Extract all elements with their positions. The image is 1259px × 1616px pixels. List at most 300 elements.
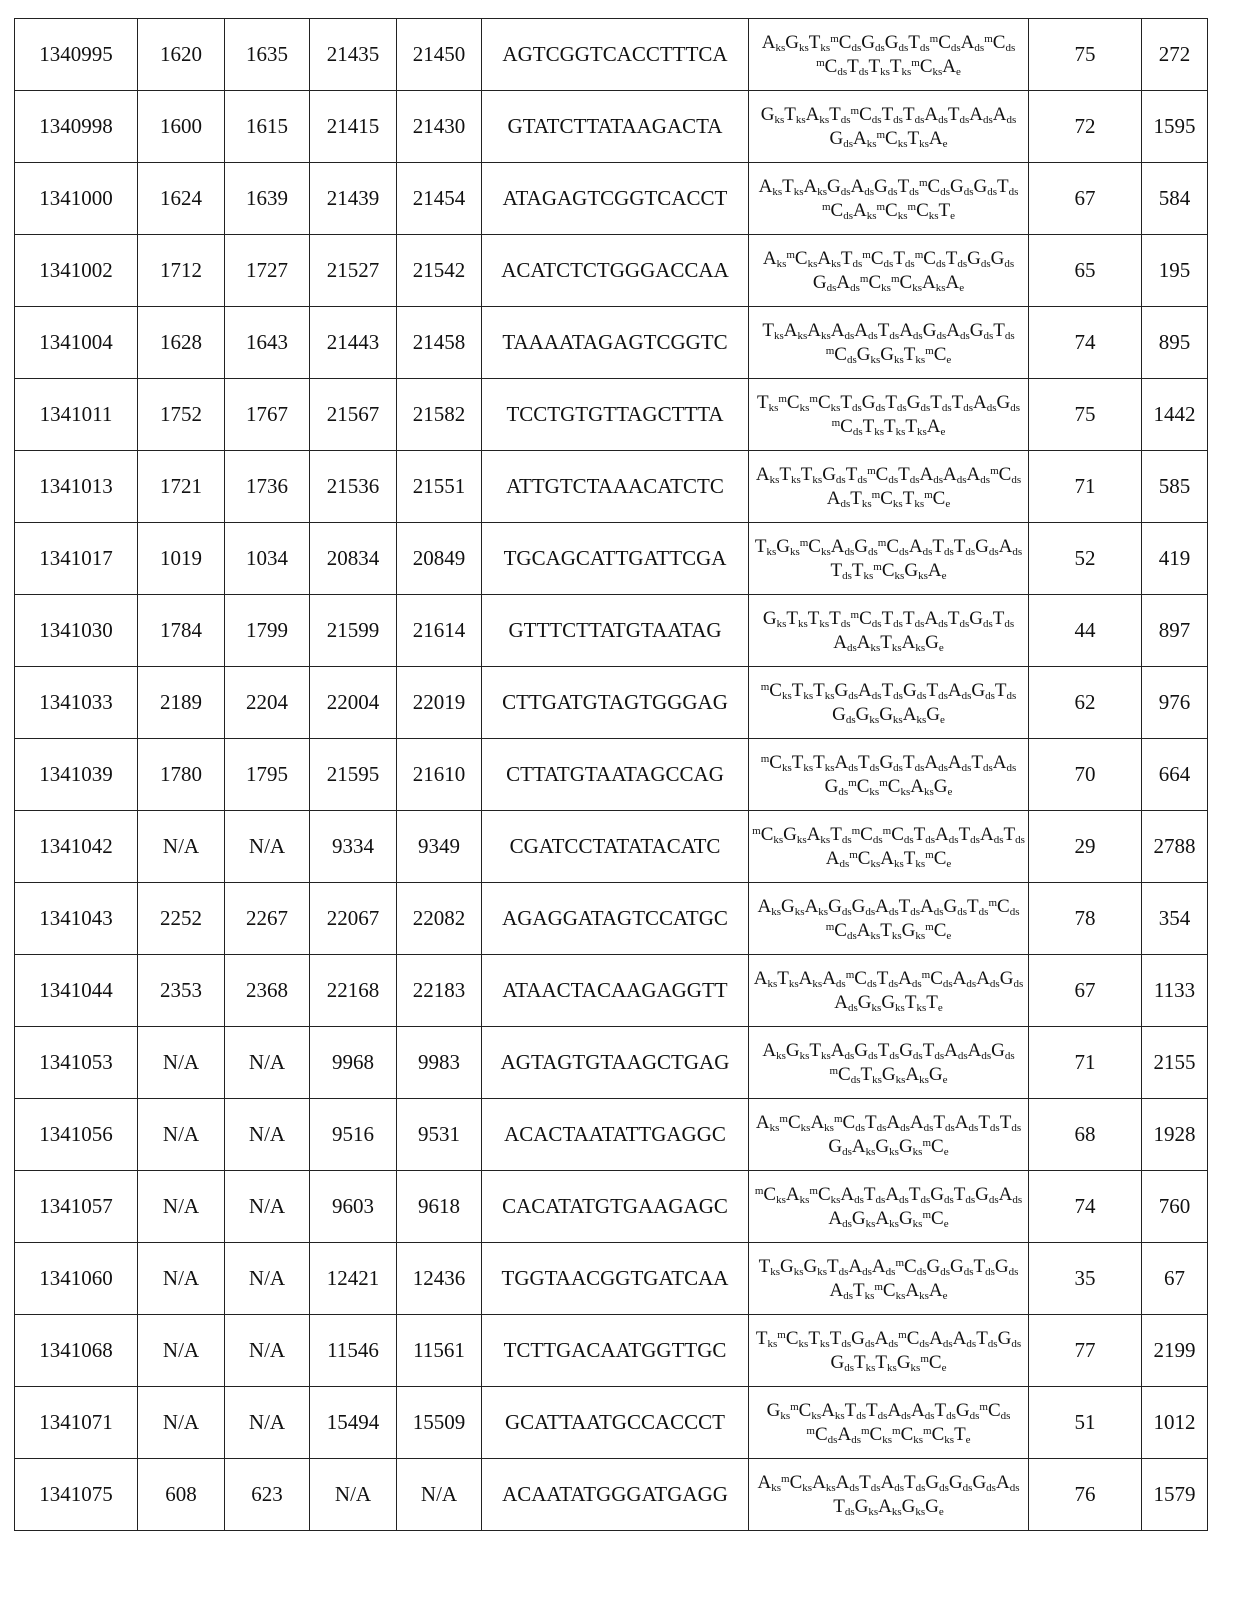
nucleotide-token: Tks [792,680,813,701]
value-1-cell: 65 [1029,235,1142,307]
sequence-cell: ACATCTCTGGGACCAA [482,235,749,307]
nucleotide-token: Aks [853,200,877,221]
nucleotide-token: Gds [967,248,991,269]
nucleotide-token: Aks [878,1496,902,1517]
nucleotide-token: mCks [860,272,891,293]
nucleotide-token: mCds [830,32,861,53]
nucleotide-token: Gds [925,1472,949,1493]
nucleotide-token: Aks [905,1064,929,1085]
nucleotide-token: mCds [822,200,853,221]
nucleotide-token: Ads [911,1400,935,1421]
nucleotide-token: mCds [852,824,883,845]
nucleotide-token: Tds [926,680,947,701]
start-site-1-cell: 1600 [138,91,225,163]
table-row [15,1387,1208,1459]
value-2-cell: 664 [1142,739,1208,811]
sequence-cell: CACATATGTGAAGAGC [482,1171,749,1243]
nucleotide-token: Gds [861,32,885,53]
nucleotide-token: Aks [762,32,786,53]
nucleotide-token: Gks [785,32,809,53]
nucleotide-token: Aks [880,848,904,869]
nucleotide-token: Tks [854,1352,875,1373]
nucleotide-token: Tds [948,104,969,125]
nucleotide-token: mCds [851,608,882,629]
nucleotide-token: Ads [831,320,855,341]
nucleotide-token: Tds [903,104,924,125]
start-site-1-cell: 1752 [138,379,225,451]
nucleotide-token: Gds [950,1256,974,1277]
compound-id-cell: 1340995 [15,19,138,91]
nucleotide-token: Ads [961,32,985,53]
start-site-2-cell: 9968 [310,1027,397,1099]
compound-id-cell: 1341075 [15,1459,138,1531]
nucleotide-token: Ads [943,464,967,485]
nucleotide-token: Tks [809,32,830,53]
nucleotide-token: mCds [930,32,961,53]
nucleotide-token: Ads [996,1472,1020,1493]
nucleotide-token: mCe [922,1136,948,1157]
chemistry-notation-cell [749,955,1029,1027]
oligonucleotide-table [14,18,1208,1531]
nucleotide-token: Tks [779,464,800,485]
start-site-1-cell: 608 [138,1459,225,1531]
nucleotide-token: Tks [792,752,813,773]
sequence-cell: TGGTAACGGTGATCAA [482,1243,749,1315]
chemistry-notation-cell [749,19,1029,91]
chemistry-notation-cell [749,523,1029,595]
table-row [15,955,1208,1027]
nucleotide-token: Gks [875,1136,899,1157]
nucleotide-token: Gks [899,1136,923,1157]
nucleotide-token: Aks [922,272,946,293]
value-1-cell: 78 [1029,883,1142,955]
nucleotide-token: mCks [777,1328,808,1349]
start-site-2-cell: 21439 [310,163,397,235]
nucleotide-token: Gks [804,1256,828,1277]
nucleotide-token: Tds [903,608,924,629]
nucleotide-token: Tds [993,608,1014,629]
nucleotide-token: mCks [891,272,922,293]
nucleotide-token: Gds [825,776,849,797]
value-2-cell: 760 [1142,1171,1208,1243]
nucleotide-token: Tds [899,896,920,917]
nucleotide-token: Gds [903,680,927,701]
value-1-cell: 29 [1029,811,1142,883]
nucleotide-token: Tks [880,632,901,653]
compound-id-cell: 1341002 [15,235,138,307]
nucleotide-token: Gds [828,896,852,917]
nucleotide-token: Gks [776,536,800,557]
nucleotide-token: Gks [882,1064,906,1085]
nucleotide-token: Aks [812,1472,836,1493]
chemistry-notation-cell [749,811,1029,883]
nucleotide-token: Tks [808,608,829,629]
nucleotide-token: Aks [784,320,808,341]
nucleotide-token: mCds [984,32,1015,53]
nucleotide-token: Tds [997,176,1018,197]
compound-id-cell: 1341068 [15,1315,138,1387]
nucleotide-token: mCds [922,968,953,989]
sequence-cell: TCCTGTGTTAGCTTTA [482,379,749,451]
start-site-2-cell: 21536 [310,451,397,523]
nucleotide-token: Gds [949,1472,973,1493]
nucleotide-token: Tds [841,248,862,269]
sequence-cell: AGAGGATAGTCCATGC [482,883,749,955]
nucleotide-token: mCe [924,488,950,509]
nucleotide-token: Aks [799,968,823,989]
compound-id-cell: 1341011 [15,379,138,451]
nucleotide-token: Aks [762,1040,786,1061]
nucleotide-token: Tks [868,56,889,77]
nucleotide-token: Gks [879,704,903,725]
nucleotide-token: Ads [835,752,859,773]
nucleotide-token: Tds [934,1400,955,1421]
sequence-cell: CGATCCTATATACATC [482,811,749,883]
stop-site-2-cell: N/A [397,1459,482,1531]
compound-id-cell: 1341057 [15,1171,138,1243]
start-site-1-cell: N/A [138,811,225,883]
stop-site-2-cell: 21614 [397,595,482,667]
value-1-cell: 75 [1029,379,1142,451]
nucleotide-token: Ads [898,968,922,989]
stop-site-2-cell: 9349 [397,811,482,883]
nucleotide-token: Ae [929,1280,948,1301]
nucleotide-token: Gds [972,1472,996,1493]
nucleotide-token: Tds [978,1112,999,1133]
nucleotide-token: Ads [946,320,970,341]
value-2-cell: 1579 [1142,1459,1208,1531]
nucleotide-token: mCks [781,1472,812,1493]
nucleotide-token: Gds [1000,968,1024,989]
nucleotide-token: mCks [752,824,783,845]
nucleotide-token: mCds [832,416,863,437]
nucleotide-token: Ads [910,1112,934,1133]
nucleotide-token: Tds [909,1184,930,1205]
nucleotide-token: Tks [860,1064,881,1085]
nucleotide-token: Ads [999,1184,1023,1205]
nucleotide-token: Gds [835,680,859,701]
value-1-cell: 71 [1029,1027,1142,1099]
nucleotide-token: Ads [924,608,948,629]
stop-site-1-cell: 1799 [225,595,310,667]
nucleotide-token: Ads [827,488,851,509]
nucleotide-token: Ads [826,848,850,869]
nucleotide-token: Aks [756,464,780,485]
chemistry-notation-cell [749,1171,1029,1243]
start-site-1-cell: 2252 [138,883,225,955]
nucleotide-token: Gks [763,608,787,629]
nucleotide-token: Tks [904,848,925,869]
nucleotide-token: Tds [946,248,967,269]
compound-id-cell: 1341017 [15,523,138,595]
nucleotide-token: mCds [919,176,950,197]
nucleotide-token: Ge [925,1496,944,1517]
nucleotide-token: mCds [851,104,882,125]
value-1-cell: 74 [1029,307,1142,379]
nucleotide-token: Gds [899,1040,923,1061]
value-1-cell: 76 [1029,1459,1142,1531]
nucleotide-token: Tds [865,1112,886,1133]
nucleotide-token: Gds [944,896,968,917]
nucleotide-token: Tds [959,824,980,845]
value-2-cell: 419 [1142,523,1208,595]
nucleotide-token: mCks [873,560,904,581]
nucleotide-token: Tds [833,1496,854,1517]
nucleotide-token: Tds [903,752,924,773]
sequence-cell: ATAACTACAAGAGGTT [482,955,749,1027]
nucleotide-token: mCks [779,1112,810,1133]
nucleotide-token: mCks [911,56,942,77]
table-row [15,523,1208,595]
nucleotide-token: Aks [754,968,778,989]
nucleotide-token: Tds [847,56,868,77]
start-site-1-cell: 2189 [138,667,225,739]
sequence-cell: GTTTCTTATGTAATAG [482,595,749,667]
start-site-2-cell: N/A [310,1459,397,1531]
nucleotide-token: Ads [948,752,972,773]
chemistry-notation-cell [749,163,1029,235]
value-1-cell: 75 [1029,19,1142,91]
nucleotide-token: Gds [974,176,998,197]
nucleotide-token: Aks [756,1112,780,1133]
nucleotide-token: Gds [879,752,903,773]
nucleotide-token: Aks [875,1208,899,1229]
nucleotide-token: mCds [829,1064,860,1085]
stop-site-2-cell: 21582 [397,379,482,451]
value-2-cell: 272 [1142,19,1208,91]
nucleotide-token: Ads [969,104,993,125]
stop-site-2-cell: 21458 [397,307,482,379]
compound-id-cell: 1341044 [15,955,138,1027]
nucleotide-token: Ads [822,968,846,989]
nucleotide-token: Tks [852,560,873,581]
nucleotide-token: Tks [813,680,834,701]
stop-site-1-cell: N/A [225,1027,310,1099]
nucleotide-token: Ae [942,56,961,77]
nucleotide-token: Gks [857,344,881,365]
nucleotide-token: Tds [898,176,919,197]
nucleotide-token: mCks [849,848,880,869]
nucleotide-token: mCds [895,1256,926,1277]
nucleotide-token: Tks [853,1280,874,1301]
stop-site-1-cell: N/A [225,811,310,883]
nucleotide-token: Aks [758,896,782,917]
value-2-cell: 2155 [1142,1027,1208,1099]
nucleotide-token: Ads [955,1112,979,1133]
nucleotide-token: Ads [924,752,948,773]
nucleotide-token: Tks [908,128,929,149]
table-row [15,667,1208,739]
stop-site-2-cell: 22082 [397,883,482,955]
nucleotide-token: Ads [837,1424,861,1445]
start-site-1-cell: 1624 [138,163,225,235]
nucleotide-token: Ads [999,536,1023,557]
nucleotide-token: Gds [991,1040,1015,1061]
stop-site-1-cell: 1736 [225,451,310,523]
nucleotide-token: Aks [853,128,877,149]
nucleotide-token: Ads [872,1256,896,1277]
value-2-cell: 67 [1142,1243,1208,1315]
value-2-cell: 584 [1142,163,1208,235]
nucleotide-token: mCks [809,1184,840,1205]
nucleotide-token: Aks [905,1280,929,1301]
value-1-cell: 35 [1029,1243,1142,1315]
sequence-cell: ATTGTCTAAACATCTC [482,451,749,523]
stop-site-1-cell: N/A [225,1315,310,1387]
sequence-cell: CTTATGTAATAGCCAG [482,739,749,811]
chemistry-notation-cell [749,1459,1029,1531]
nucleotide-token: Tds [898,464,919,485]
value-1-cell: 70 [1029,739,1142,811]
table-row [15,1027,1208,1099]
nucleotide-token: mCds [979,1400,1010,1421]
chemistry-notation-cell [749,667,1029,739]
nucleotide-token: Ads [924,104,948,125]
sequence-cell: TGCAGCATTGATTCGA [482,523,749,595]
sequence-cell: GTATCTTATAAGACTA [482,91,749,163]
nucleotide-token: Aks [821,1400,845,1421]
nucleotide-token: Tds [864,1184,885,1205]
chemistry-notation-cell [749,379,1029,451]
start-site-2-cell: 12421 [310,1243,397,1315]
start-site-2-cell: 9516 [310,1099,397,1171]
chemistry-notation-cell [749,307,1029,379]
nucleotide-token: Tds [967,896,988,917]
nucleotide-token: mCks [879,776,910,797]
nucleotide-token: Te [954,1424,971,1445]
start-site-2-cell: 21567 [310,379,397,451]
nucleotide-token: Tds [877,968,898,989]
stop-site-2-cell: 21551 [397,451,482,523]
start-site-1-cell: 1620 [138,19,225,91]
value-2-cell: 1928 [1142,1099,1208,1171]
nucleotide-token: Tks [777,968,798,989]
table-row [15,1315,1208,1387]
stop-site-2-cell: 9983 [397,1027,482,1099]
nucleotide-token: mCks [872,488,903,509]
table-row [15,91,1208,163]
nucleotide-token: mCds [915,248,946,269]
nucleotide-token: mCds [806,1424,837,1445]
table-body [15,19,1208,1531]
nucleotide-token: Gds [926,1256,950,1277]
nucleotide-token: Gks [902,920,926,941]
nucleotide-token: Tds [840,392,861,413]
nucleotide-token: Gds [862,392,886,413]
nucleotide-token: Tds [904,1472,925,1493]
nucleotide-token: Gks [852,1208,876,1229]
nucleotide-token: Tks [813,752,834,773]
nucleotide-token: Tds [948,608,969,629]
nucleotide-token: mCks [778,392,809,413]
nucleotide-token: Gds [991,248,1015,269]
nucleotide-token: Tks [903,488,924,509]
start-site-1-cell: N/A [138,1099,225,1171]
nucleotide-token: Ads [886,1112,910,1133]
stop-site-1-cell: 1727 [225,235,310,307]
compound-id-cell: 1341000 [15,163,138,235]
stop-site-1-cell: 2368 [225,955,310,1027]
nucleotide-token: Gks [783,824,807,845]
value-2-cell: 1012 [1142,1387,1208,1459]
nucleotide-token: Tds [993,320,1014,341]
nucleotide-token: Tds [923,1040,944,1061]
start-site-2-cell: 21435 [310,19,397,91]
nucleotide-token: Aks [852,1136,876,1157]
nucleotide-token: Ads [948,680,972,701]
stop-site-2-cell: 12436 [397,1243,482,1315]
chemistry-notation-cell [749,451,1029,523]
nucleotide-token: Tds [859,1472,880,1493]
nucleotide-token: mCds [826,920,857,941]
table-row [15,1459,1208,1531]
nucleotide-token: Gds [956,1400,980,1421]
nucleotide-token: Tds [1000,1112,1021,1133]
chemistry-notation-cell [749,595,1029,667]
stop-site-1-cell: 1034 [225,523,310,595]
nucleotide-token: Tks [904,344,925,365]
stop-site-2-cell: 21430 [397,91,482,163]
nucleotide-token: Tds [858,752,879,773]
value-1-cell: 77 [1029,1315,1142,1387]
nucleotide-token: Gds [950,176,974,197]
nucleotide-token: Gks [902,1496,926,1517]
nucleotide-token: Gds [827,176,851,197]
nucleotide-token: Ads [840,1184,864,1205]
nucleotide-token: Gds [885,32,909,53]
nucleotide-token: Gds [828,1136,852,1157]
nucleotide-token: Ads [967,464,991,485]
compound-id-cell: 1341039 [15,739,138,811]
nucleotide-token: Tks [757,392,778,413]
compound-id-cell: 1340998 [15,91,138,163]
nucleotide-token: Tds [932,536,953,557]
nucleotide-token: Ads [973,392,997,413]
start-site-2-cell: 21599 [310,595,397,667]
nucleotide-token: Tks [905,416,926,437]
nucleotide-token: Ads [953,1328,977,1349]
nucleotide-token: Gks [855,1496,879,1517]
nucleotide-token: Tks [905,992,926,1013]
nucleotide-token: Ads [944,1040,968,1061]
chemistry-notation-cell [749,739,1029,811]
nucleotide-token: Gds [997,392,1021,413]
start-site-2-cell: 21443 [310,307,397,379]
nucleotide-token: Aks [763,248,787,269]
nucleotide-token: Tds [829,608,850,629]
stop-site-2-cell: 9618 [397,1171,482,1243]
compound-id-cell: 1341071 [15,1387,138,1459]
nucleotide-token: Aks [806,104,830,125]
nucleotide-token: Aks [786,1184,810,1205]
nucleotide-token: mCks [923,1424,954,1445]
nucleotide-token: Gds [907,392,931,413]
nucleotide-token: Aks [758,1472,782,1493]
stop-site-2-cell: 20849 [397,523,482,595]
nucleotide-token: mCe [920,1352,946,1373]
stop-site-2-cell: 21542 [397,235,482,307]
nucleotide-token: Tds [882,608,903,629]
nucleotide-token: Ae [929,128,948,149]
nucleotide-token: Gds [813,272,837,293]
nucleotide-token: mCds [878,536,909,557]
nucleotide-token: Tks [784,104,805,125]
nucleotide-token: mCks [809,392,840,413]
nucleotide-token: Tks [808,1328,829,1349]
nucleotide-token: mCds [816,56,847,77]
nucleotide-token: Aks [903,704,927,725]
nucleotide-token: Tks [884,416,905,437]
